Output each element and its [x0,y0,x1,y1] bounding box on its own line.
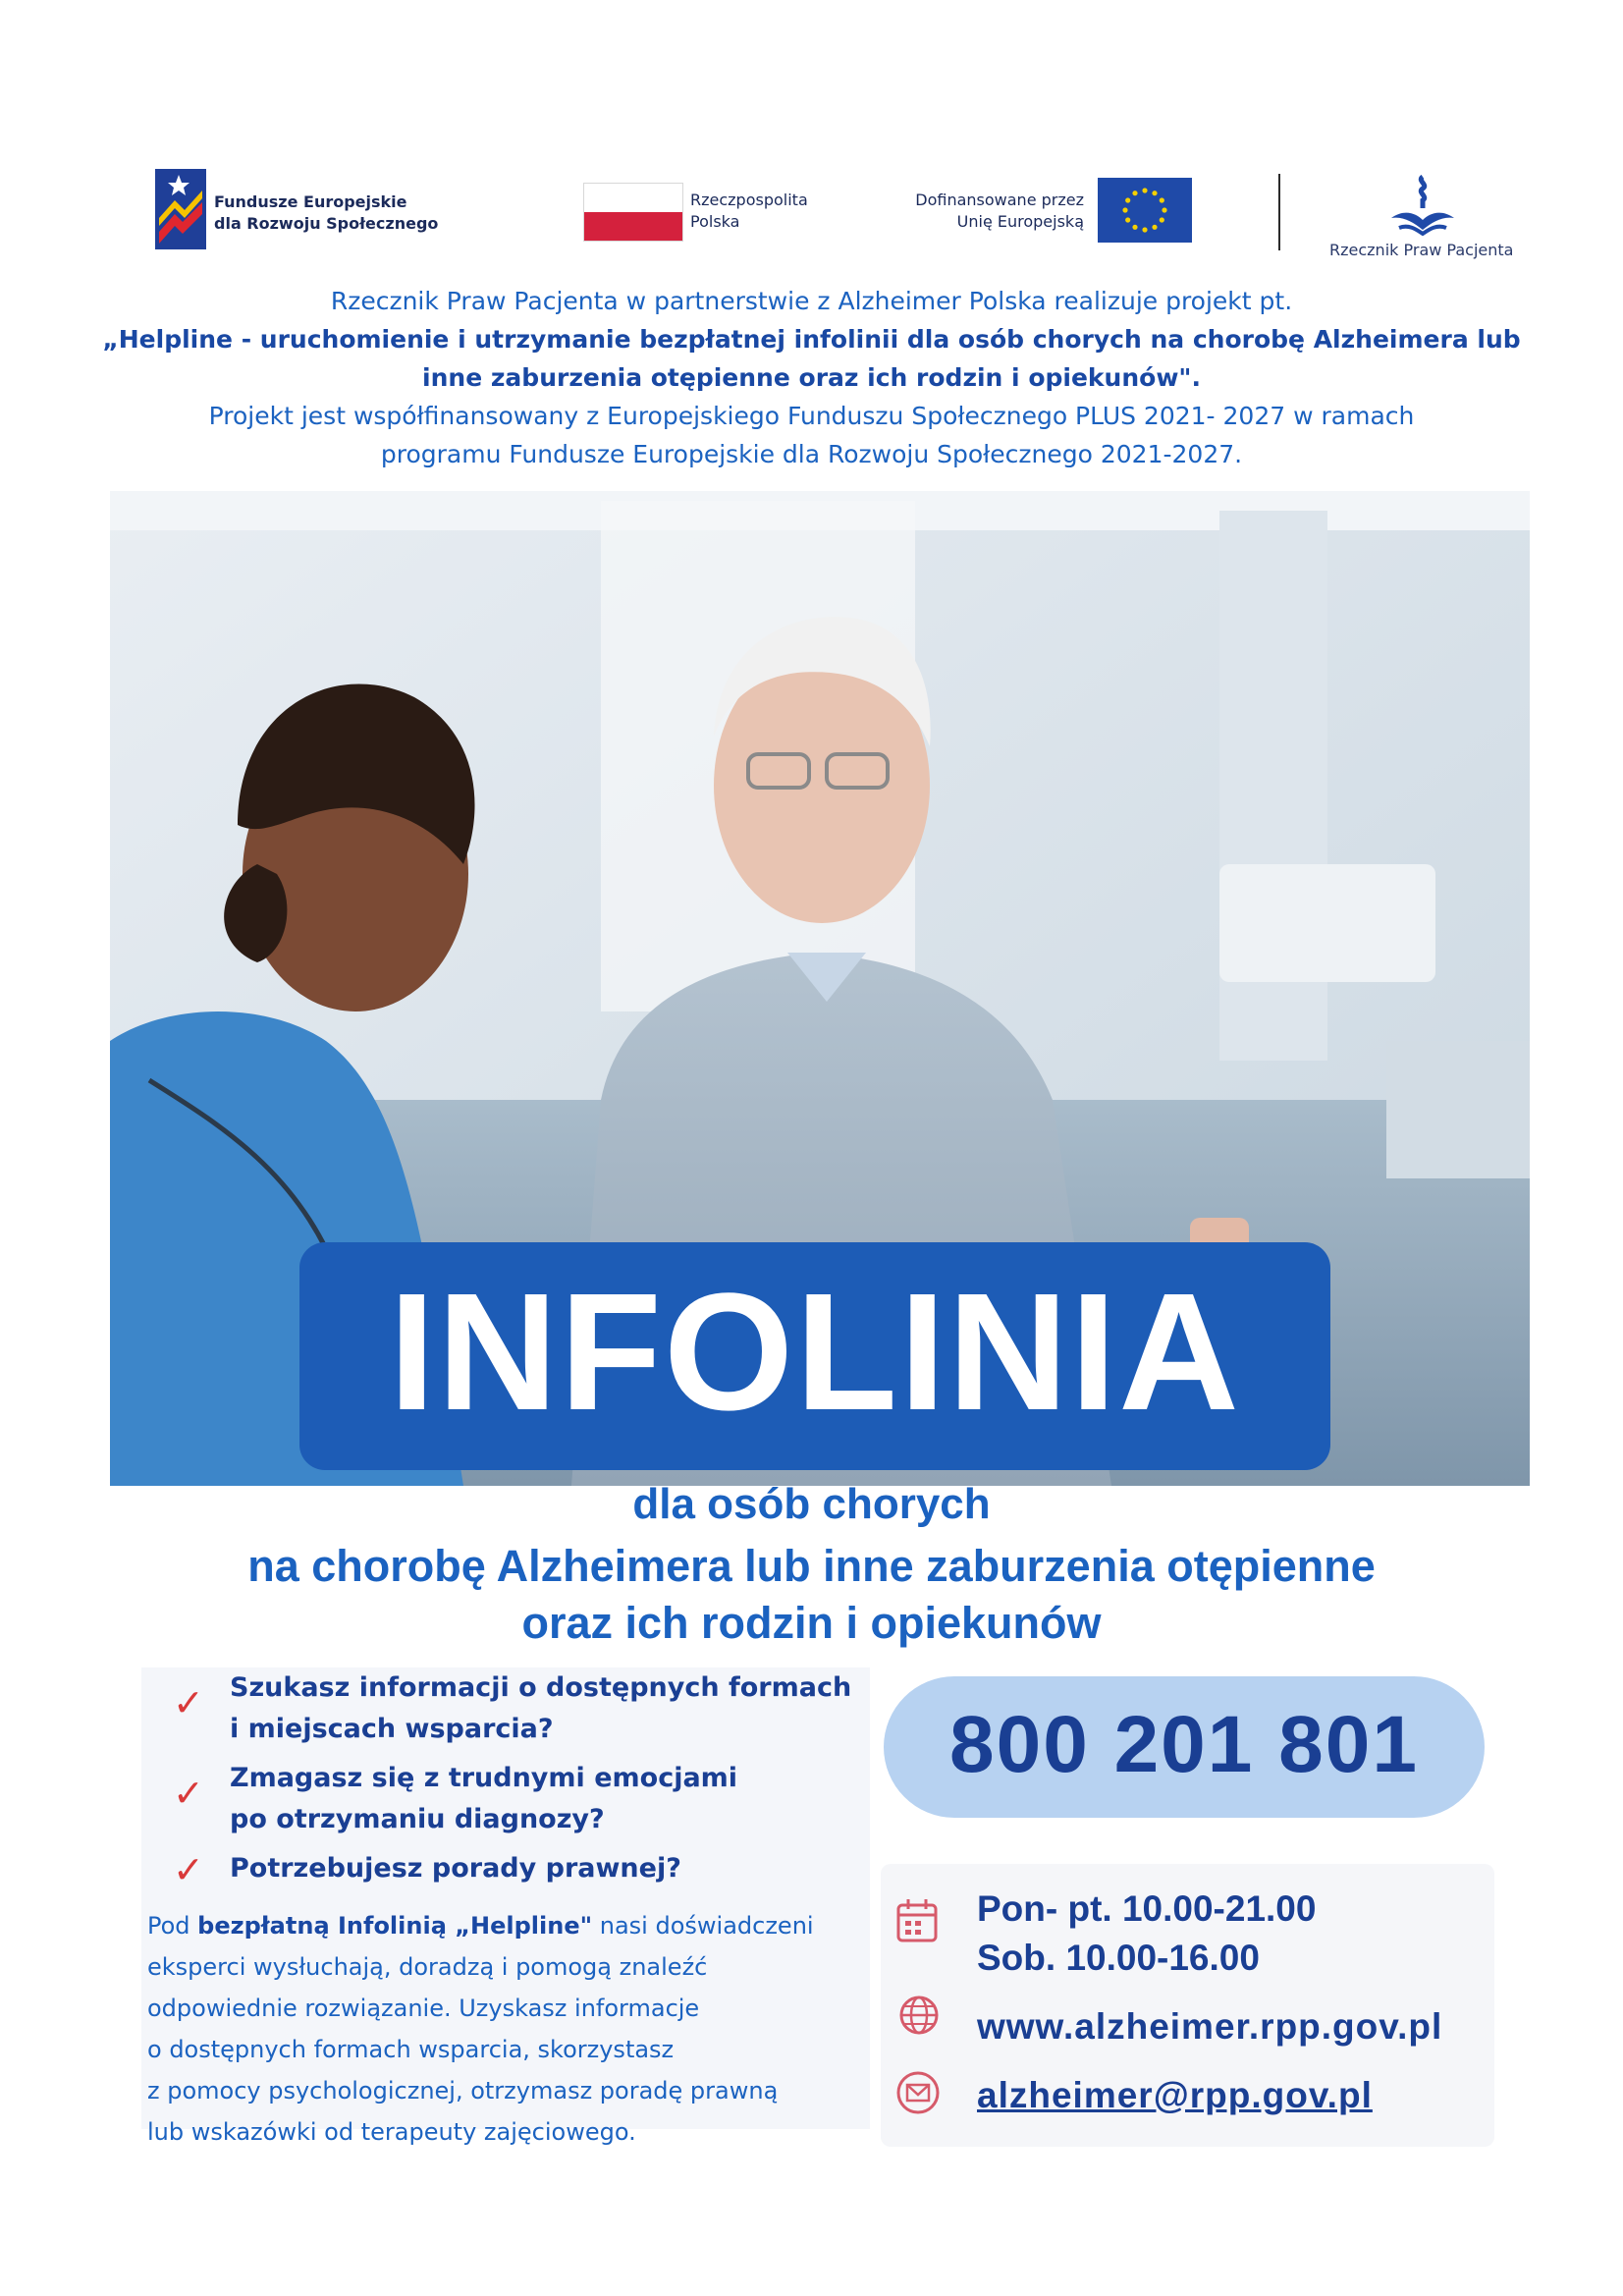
desc-line-5: z pomocy psychologicznej, otrzymasz poradę prawną [147,2077,779,2105]
rp-line-2: Polska [690,212,740,231]
fe-line-1: Fundusze Europejskie [214,192,407,211]
eu-star [1122,207,1127,212]
question-1-line-2: i miejscach wsparcia? [230,1714,554,1744]
email-link[interactable]: alzheimer@rpp.gov.pl [977,2075,1373,2115]
helpline-description [147,1905,854,2153]
intro-line-1: Rzecznik Praw Pacjenta w partnerstwie z Alzheimer Polska realizuje projekt pt. [330,287,1293,315]
eu-star [1125,217,1130,222]
subtitle-line-2: na chorobę Alzheimera lub inne zaburzenia otępienne [247,1541,1376,1591]
eu-star [1152,191,1157,195]
question-2-line-1: Zmagasz się z trudnymi emocjami [230,1763,738,1793]
intro-line-3: inne zaburzenia otępienne oraz ich rodzin i opiekunów". [422,363,1201,392]
website-link[interactable]: www.alzheimer.rpp.gov.pl [977,2006,1443,2047]
eu-line-1: Dofinansowane przez [915,191,1084,209]
check-icon: ✓ [173,1681,204,1724]
eu-star [1125,197,1130,202]
subtitle-line-3: oraz ich rodzin i opiekunów [521,1598,1102,1648]
eu-star [1162,207,1166,212]
check-icon: ✓ [173,1772,204,1815]
desc-line-3: odpowiednie rozwiązanie. Uzyskasz informacje [147,1995,700,2022]
fundusze-europejskie-logo [155,169,206,249]
fe-logo-text [214,191,438,235]
envelope-icon [895,2070,941,2115]
subtitle-line-1: dla osób chorych [632,1480,991,1528]
project-intro [98,282,1525,473]
eu-star [1152,225,1157,230]
logo-divider [1278,174,1280,250]
calendar-icon [895,1897,939,1944]
eu-star [1142,227,1147,232]
rpp-logo-text: Rzecznik Praw Pacjenta [1329,241,1514,259]
eu-star [1160,217,1164,222]
question-1-line-1: Szukasz informacji o dostępnych formach [230,1672,852,1703]
eu-star [1160,197,1164,202]
desc-pre: Pod [147,1912,198,1940]
check-icon: ✓ [173,1848,204,1891]
rp-logo-text [690,190,808,233]
polish-flag [583,183,683,242]
desc-line-4: o dostępnych formach wsparcia, skorzystasz [147,2036,675,2063]
eu-star [1132,225,1137,230]
intro-line-4: Projekt jest współfinansowany z Europejskiego Funduszu Społecznego PLUS 2021- 2027 w ramach [208,402,1415,430]
eu-flag [1098,178,1192,243]
question-3-line-1: Potrzebujesz porady prawnej? [230,1853,681,1884]
infolinia-title: INFOLINIA [389,1259,1241,1446]
rp-line-1: Rzeczpospolita [690,191,808,209]
desc-post: nasi doświadczeni [592,1912,814,1940]
eu-line-2: Unię Europejską [956,212,1084,231]
eu-logo-text [864,190,1084,233]
intro-line-2: „Helpline - uruchomienie i utrzymanie bezpłatnej infolinii dla osób chorych na chorobę Alzheimera lub [102,325,1521,354]
rzecznik-praw-pacjenta-logo [1387,175,1458,238]
desc-line-2: eksperci wysłuchają, doradzą i pomogą znaleźć [147,1953,708,1981]
eu-star [1132,191,1137,195]
desc-bold: bezpłatną Infolinią „Helpline" [197,1912,593,1940]
eu-star [1142,188,1147,192]
fe-line-2: dla Rozwoju Społecznego [214,214,439,233]
hours-weekday: Pon- pt. 10.00-21.00 [977,1888,1317,1929]
phone-number[interactable]: 800 201 801 [948,1700,1419,1789]
desc-line-6: lub wskazówki od terapeuty zajęciowego. [147,2118,636,2146]
hours-saturday: Sob. 10.00-16.00 [977,1938,1260,1978]
question-2-line-2: po otrzymaniu diagnozy? [230,1804,605,1834]
intro-line-5: programu Fundusze Europejskie dla Rozwoju Społecznego 2021-2027. [380,440,1243,468]
globe-icon [897,1994,941,2037]
